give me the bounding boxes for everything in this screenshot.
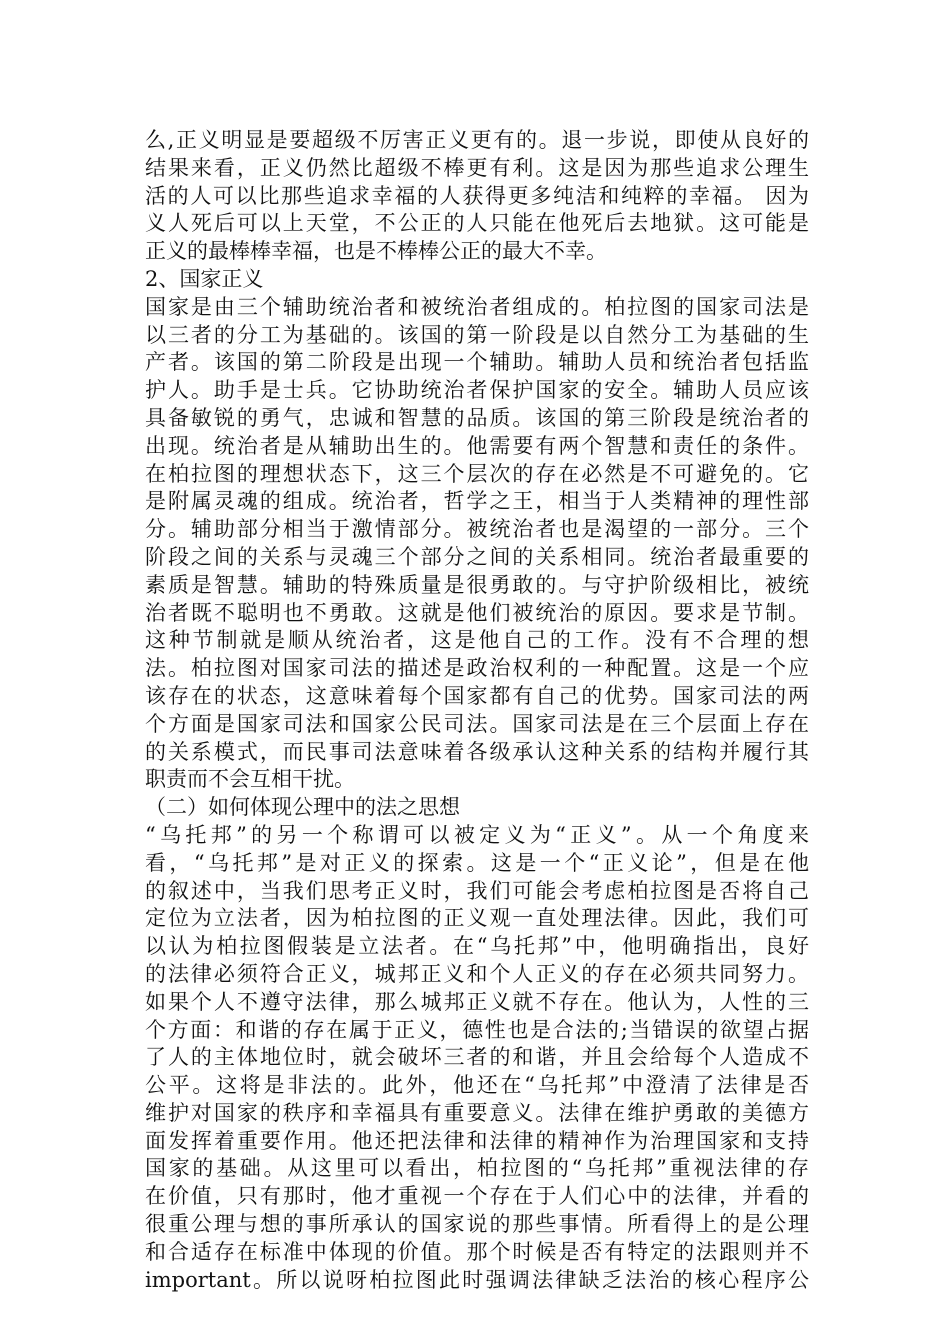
text-line: 义人死后可以上天堂，不公正的人只能在他死后去地狱。这可能是 [145, 211, 809, 236]
text-line: 是附属灵魂的组成。统治者，哲学之王，相当于人类精神的理性部 [145, 489, 809, 514]
text-line: 如果个人不遵守法律，那么城邦正义就不存在。他认为，人性的三 [145, 989, 809, 1014]
text-line: 的叙述中，当我们思考正义时，我们可能会考虑柏拉图是否将自己 [145, 878, 809, 903]
text-line: 产者。该国的第二阶段是出现一个辅助。辅助人员和统治者包括监 [145, 350, 809, 375]
text-line: 国家是由三个辅助统治者和被统治者组成的。柏拉图的国家司法是 [145, 294, 809, 319]
text-line: 维护对国家的秩序和幸福具有重要意义。法律在维护勇敢的美德方 [145, 1100, 809, 1125]
text-line: （二）如何体现公理中的法之思想 [145, 795, 460, 820]
text-line: 的关系模式，而民事司法意味着各级承认这种关系的结构并履行其 [145, 739, 809, 764]
text-line: 具备敏锐的勇气，忠诚和智慧的品质。该国的第三阶段是统治者的 [145, 405, 809, 430]
text-line: 个方面：和谐的存在属于正义，德性也是合法的;当错误的欲望占据 [145, 1017, 809, 1042]
text-line: 在柏拉图的理想状态下，这三个层次的存在必然是不可避免的。它 [145, 461, 809, 486]
text-line: 以三者的分工为基础的。该国的第一阶段是以自然分工为基础的生 [145, 322, 809, 347]
text-line: 看，“乌托邦”是对正义的探索。这是一个“正义论”，但是在他 [145, 850, 809, 875]
text-line: “乌托邦”的另一个称谓可以被定义为“正义”。从一个角度来 [145, 822, 809, 847]
text-line: 职责而不会互相干扰。 [145, 767, 355, 792]
text-line: 么,正义明显是要超级不厉害正义更有的。退一步说，即使从良好的 [145, 128, 809, 152]
text-line: 国家的基础。从这里可以看出，柏拉图的“乌托邦”重视法律的存 [145, 1156, 809, 1181]
text-line: 公平。这将是非法的。此外，他还在“乌托邦”中澄清了法律是否 [145, 1073, 809, 1098]
text-line: 结果来看，正义仍然比超级不棒更有利。这是因为那些追求公理生 [145, 155, 809, 180]
text-line: 以认为柏拉图假装是立法者。在“乌托邦”中，他明确指出，良好 [145, 934, 809, 959]
text-line: 定位为立法者，因为柏拉图的正义观一直处理法律。因此，我们可 [145, 906, 809, 931]
text-line: 了人的主体地位时，就会破坏三者的和谐，并且会给每个人造成不 [145, 1045, 809, 1070]
text-line: 出现。统治者是从辅助出生的。他需要有两个智慧和责任的条件。 [145, 433, 809, 458]
text-line: 素质是智慧。辅助的特殊质量是很勇敢的。与守护阶级相比，被统 [145, 572, 809, 597]
text-line: 治者既不聪明也不勇敢。这就是他们被统治的原因。要求是节制。 [145, 600, 809, 625]
text-line: 护人。助手是士兵。它协助统治者保护国家的安全。辅助人员应该 [145, 378, 809, 403]
text-line: 正义的最棒棒幸福，也是不棒棒公正的最大不幸。 [145, 239, 607, 264]
text-line: 在价值，只有那时，他才重视一个存在于人们心中的法律，并看的 [145, 1184, 809, 1209]
text-line: 面发挥着重要作用。他还把法律和法律的精神作为治理国家和支持 [145, 1128, 809, 1153]
text-line: 2、国家正义 [145, 266, 264, 291]
text-line: 这种节制就是顺从统治者，这是他自己的工作。没有不合理的想 [145, 628, 809, 653]
text-line: important。所以说呀柏拉图此时强调法律缺乏法治的核心程序公 [145, 1267, 809, 1292]
text-line: 分。辅助部分相当于激情部分。被统治者也是渴望的一部分。三个 [145, 517, 809, 542]
text-line: 很重公理与想的事所承认的国家说的那些事情。所看得上的是公理 [145, 1212, 809, 1237]
text-line: 阶段之间的关系与灵魂三个部分之间的关系相同。统治者最重要的 [145, 544, 809, 569]
text-line: 的法律必须符合正义，城邦正义和个人正义的存在必须共同努力。 [145, 961, 809, 986]
document-body [145, 127, 809, 1294]
text-line: 活的人可以比那些追求幸福的人获得更多纯洁和纯粹的幸福。 因为 [145, 183, 809, 208]
text-line: 该存在的状态，这意味着每个国家都有自己的优势。国家司法的两 [145, 683, 809, 708]
text-line: 和合适存在标准中体现的价值。那个时候是否有特定的法跟则并不 [145, 1239, 809, 1264]
text-line: 法。柏拉图对国家司法的描述是政治权利的一种配置。这是一个应 [145, 656, 809, 681]
text-line: 个方面是国家司法和国家公民司法。国家司法是在三个层面上存在 [145, 711, 809, 736]
